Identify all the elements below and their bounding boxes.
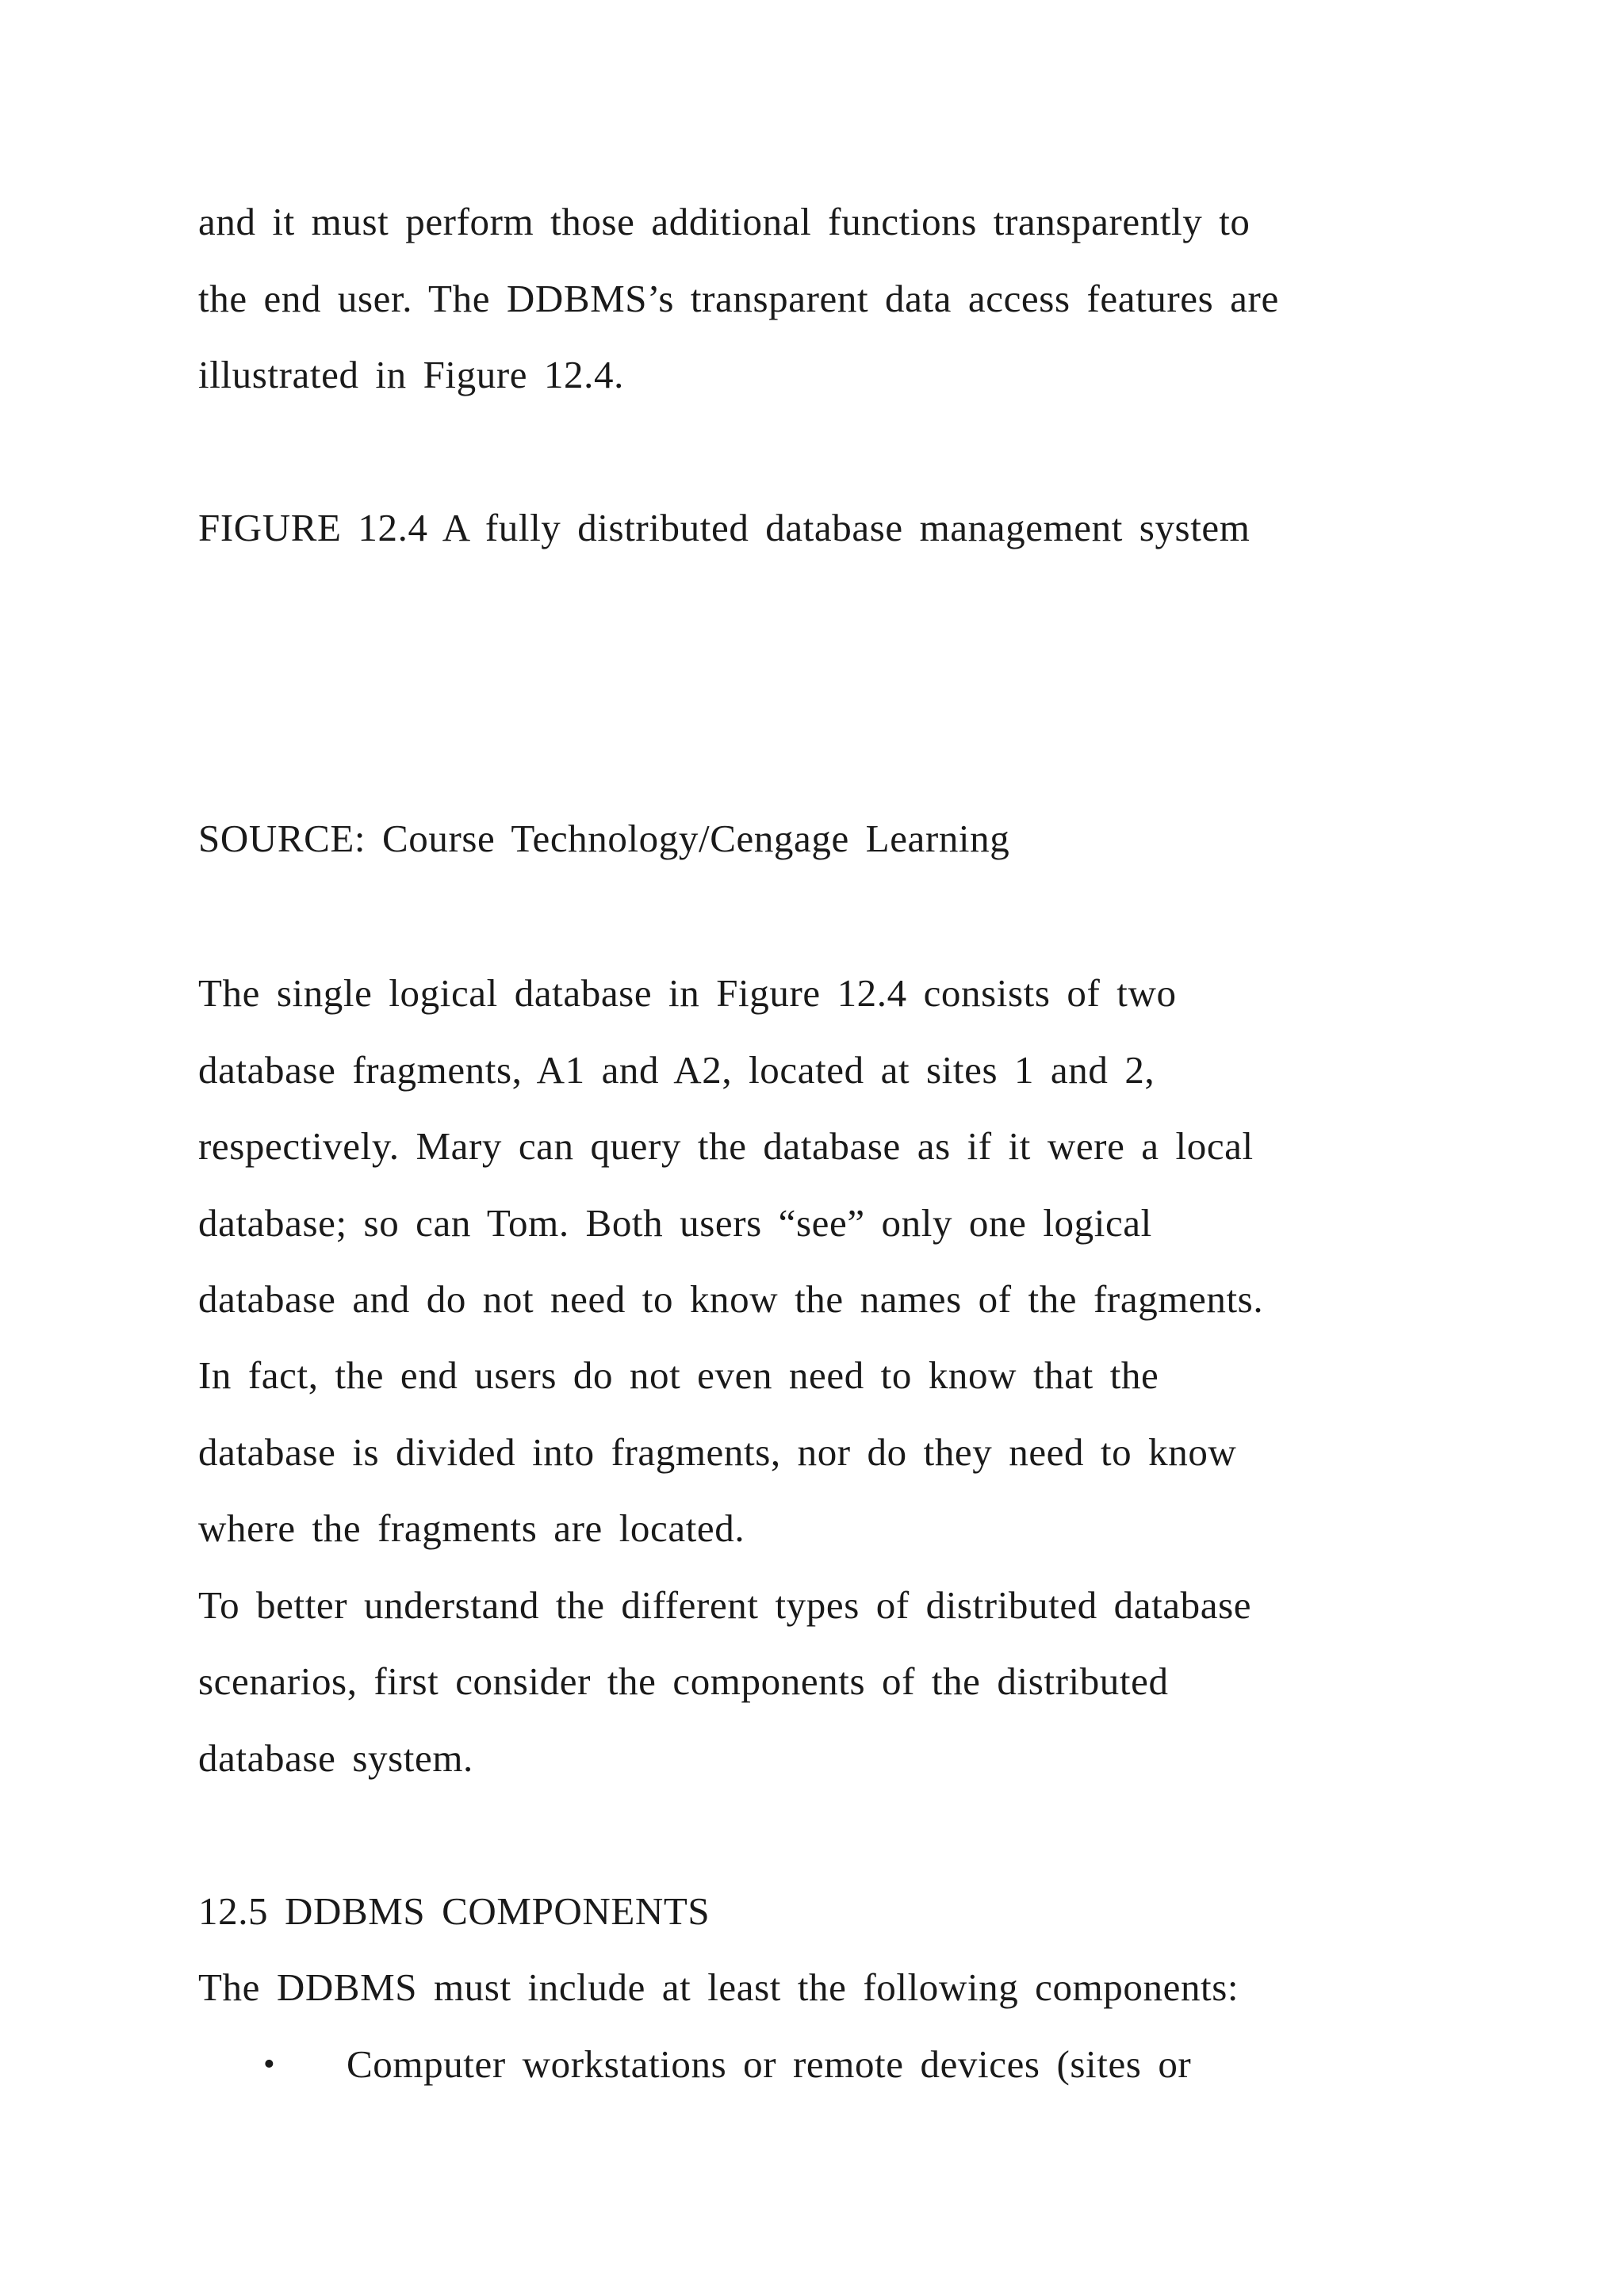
paragraph1-line-6: In fact, the end users do not even need to know that the xyxy=(198,1353,1159,1397)
paragraph1-line-5: database and do not need to know the names of the fragments. xyxy=(198,1277,1264,1321)
paragraph2-line-3: database system. xyxy=(198,1736,473,1780)
section-heading: 12.5 DDBMS COMPONENTS xyxy=(198,1889,710,1933)
bullet-item-text: Computer workstations or remote devices (sites or xyxy=(347,2042,1192,2086)
figure-caption: FIGURE 12.4 A fully distributed database management system xyxy=(198,506,1251,549)
paragraph2-line-2: scenarios, first consider the components of the distributed xyxy=(198,1659,1169,1703)
intro-line-2: the end user. The DDBMS’s transparent data access features are xyxy=(198,277,1279,320)
paragraph1-line-8: where the fragments are located. xyxy=(198,1506,745,1550)
figure-source: SOURCE: Course Technology/Cengage Learning xyxy=(198,817,1010,860)
section-intro: The DDBMS must include at least the following components: xyxy=(198,1965,1239,2009)
paragraph1-line-4: database; so can Tom. Both users “see” only one logical xyxy=(198,1201,1152,1245)
paragraph2-line-1: To better understand the different types of distributed database xyxy=(198,1583,1252,1627)
paragraph1-line-3: respectively. Mary can query the database as if it were a local xyxy=(198,1124,1254,1168)
intro-line-3: illustrated in Figure 12.4. xyxy=(198,353,624,396)
bullet-marker: • xyxy=(263,2046,275,2083)
paragraph1-line-7: database is divided into fragments, nor do they need to know xyxy=(198,1430,1237,1474)
intro-line-1: and it must perform those additional functions transparently to xyxy=(198,200,1251,243)
paragraph1-line-2: database fragments, A1 and A2, located at sites 1 and 2, xyxy=(198,1048,1155,1092)
paragraph1-line-1: The single logical database in Figure 12.4 consists of two xyxy=(198,971,1177,1015)
